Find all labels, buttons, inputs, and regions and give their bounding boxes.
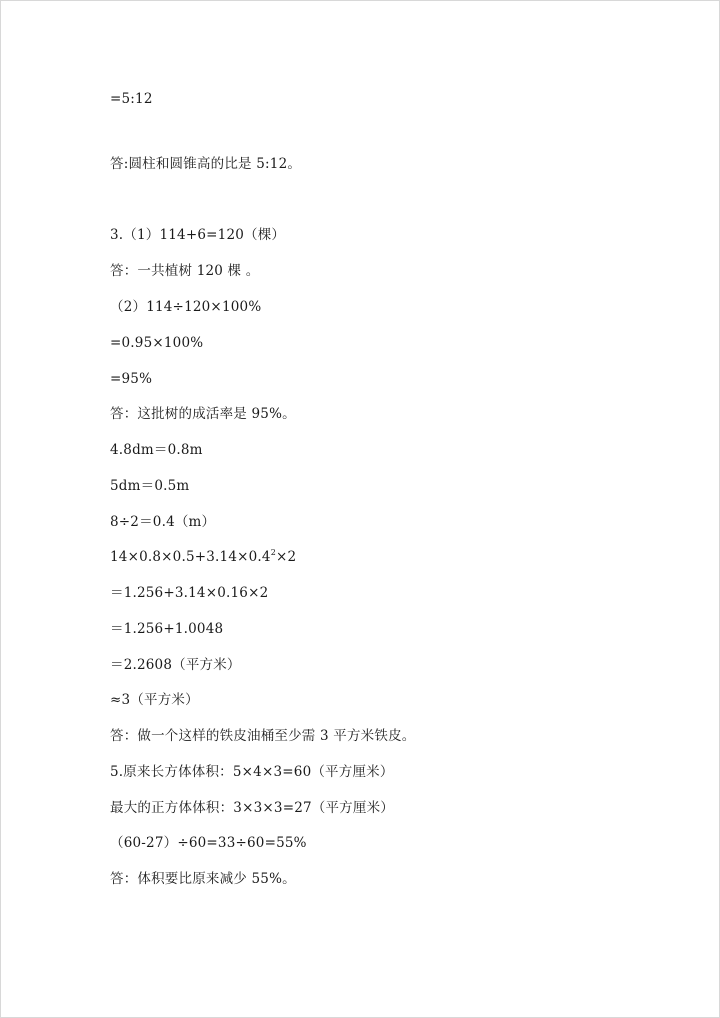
answer-cylinder-cone-height-ratio: 答:圆柱和圆锥高的比是 5:12。 xyxy=(110,156,302,172)
question-5-cube-volume: 最大的正方体体积：3×3×3=27（平方厘米） xyxy=(110,800,394,816)
equation-result-ratio: =5:12 xyxy=(110,91,153,107)
answer-volume-reduction: 答：体积要比原来减少 55%。 xyxy=(110,871,296,887)
equation-step: ＝2.2608（平方米） xyxy=(110,657,241,673)
area-formula-suffix: ×2 xyxy=(276,549,297,565)
equation-step: =95% xyxy=(110,371,153,387)
area-formula-exponent: 2 xyxy=(270,548,276,557)
equation-step: ＝1.256+1.0048 xyxy=(110,621,224,637)
area-formula-main: 14×0.8×0.5+3.14×0.4 xyxy=(110,549,271,565)
equation-step: ＝1.256+3.14×0.16×2 xyxy=(110,585,269,601)
question-4-radius: 8÷2＝0.4（m） xyxy=(110,514,216,530)
answer-iron-sheet: 答：做一个这样的铁皮油桶至少需 3 平方米铁皮。 xyxy=(110,728,416,744)
answer-total-trees: 答：一共植树 120 棵 。 xyxy=(110,263,260,279)
question-5-original-volume: 5.原来长方体体积：5×4×3=60（平方厘米） xyxy=(110,764,394,780)
question-3-part-2-equation: （2）114÷120×100% xyxy=(110,299,262,315)
question-4-area-formula xyxy=(110,548,296,566)
equation-approximation: ≈3（平方米） xyxy=(110,692,199,708)
equation-step: =0.95×100% xyxy=(110,335,204,351)
answer-survival-rate: 答：这批树的成活率是 95%。 xyxy=(110,406,296,422)
question-4-conversion-2: 5dm＝0.5m xyxy=(110,478,190,494)
question-4-conversion-1: 4.8dm＝0.8m xyxy=(110,442,203,458)
question-5-reduction-equation: （60-27）÷60=33÷60=55% xyxy=(110,835,307,851)
question-3-part-1-equation: 3.（1）114+6=120（棵） xyxy=(110,227,286,243)
